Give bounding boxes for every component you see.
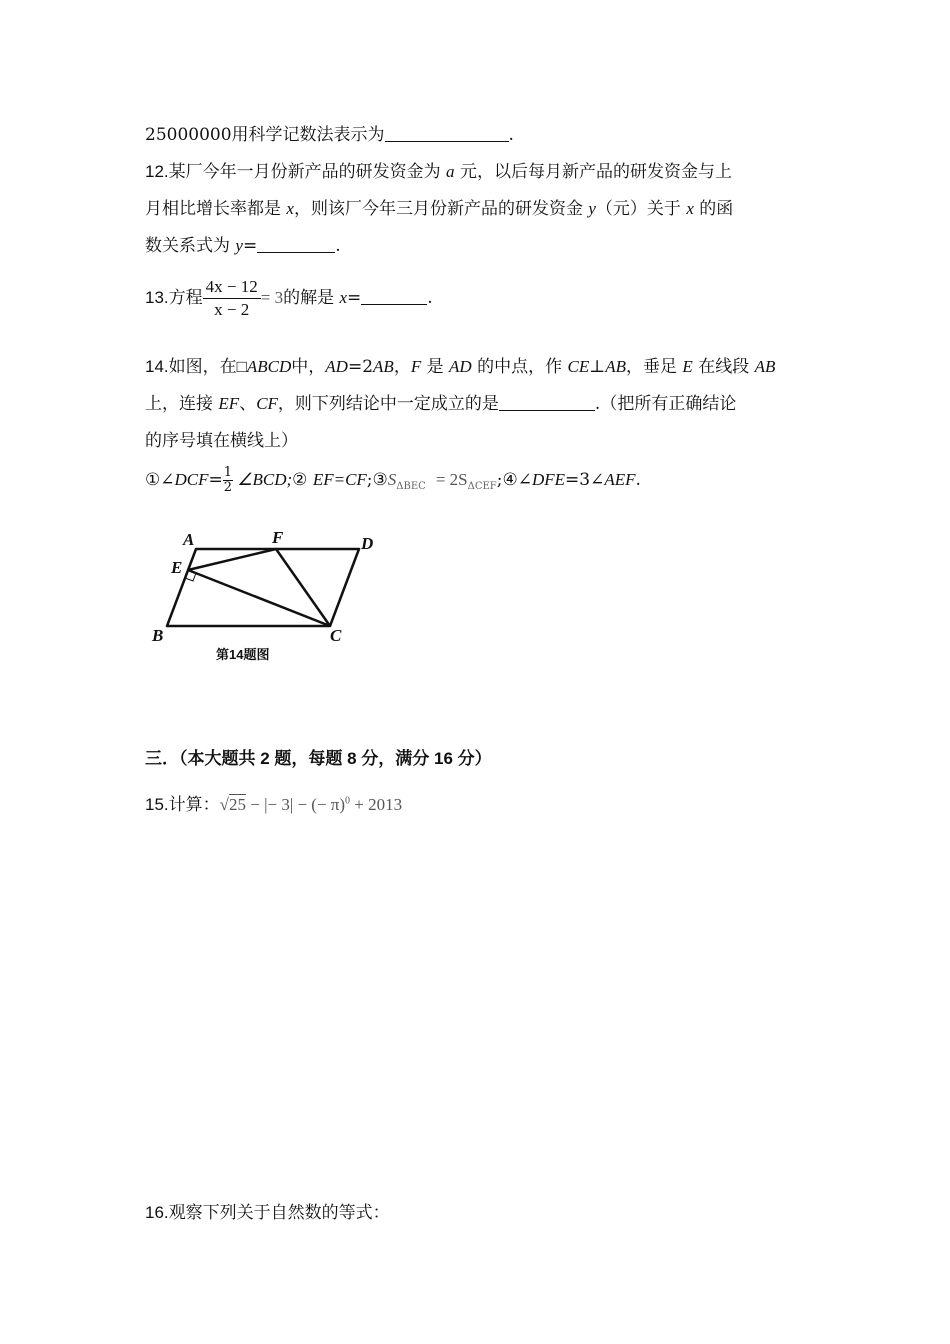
parallelogram-figure — [140, 525, 400, 670]
q16-line: 16.观察下列关于自然数的等式： — [145, 1203, 390, 1223]
q14-line2: 上，连接 EF、CF，则下列结论中一定成立的是 .（把所有正确结论 — [145, 394, 737, 414]
q11-answer-blank[interactable] — [385, 125, 509, 142]
q14-line1: 14.如图，在□ABCD中，AD=2AB，F 是 AD 的中点，作 CE⊥AB，垂足 E 在线段 AB — [145, 357, 776, 377]
label-c: C — [330, 626, 342, 645]
parallelogram-abcd — [167, 549, 359, 626]
label-e: E — [171, 558, 183, 577]
q14-line3: 的序号填在横线上） — [145, 431, 298, 451]
q12-line2: 月相比增长率都是 x，则该厂今年三月份新产品的研发资金 y（元）关于 x 的函 — [145, 199, 734, 219]
figure-caption: 第14题图 — [216, 647, 270, 662]
section-3-heading: 三．（本大题共 2 题，每题 8 分，满分 16 分） — [145, 749, 492, 768]
q11-continuation: 25000000用科学记数法表示为 . — [145, 125, 514, 145]
segment-ef — [188, 549, 276, 570]
q13-fraction: $\frac{4x - 12}{x - 2}$ — [203, 276, 261, 321]
q15-line: 15.计算：√25 − |− 3| − (− π)$^0$ + 2013 — [145, 795, 403, 815]
q14-options: ①∠DCF= $\frac{1}{2}$ ∠BCD;② $EF=CF;③S_{\Delta BEC}$ = $2S_{\Delta CEF};④\angle DFE=3\angle AEF$. — [145, 465, 641, 495]
q14-answer-blank[interactable] — [499, 394, 595, 411]
q13-line: 13.方程 $\frac{4x - 12}{x - 2}$ = 3的解是 x= . — [145, 277, 433, 319]
q14-number: 14. — [145, 357, 169, 376]
label-b: B — [152, 626, 164, 645]
q13-answer-blank[interactable] — [361, 288, 427, 305]
label-f: F — [272, 528, 284, 547]
q13-number: 13. — [145, 288, 169, 307]
q12-answer-blank[interactable] — [257, 236, 335, 253]
q11-number-text: 25000000 — [145, 125, 232, 145]
q15-number: 15. — [145, 795, 169, 814]
label-d: D — [361, 534, 374, 553]
label-a: A — [183, 530, 195, 549]
q11-text: 用科学记数法表示为 — [231, 125, 385, 145]
q15-expression: √25 − |− 3| − (− π)$^0$ + 2013 — [219, 795, 403, 814]
q16-number: 16. — [145, 1203, 169, 1222]
segment-ec — [188, 570, 330, 626]
q12-line1: 12.某厂今年一月份新产品的研发资金为 a 元，以后每月新产品的研发资金与上 — [145, 162, 732, 182]
half-fraction: $\frac{1}{2}$ — [223, 465, 233, 495]
q12-line3: 数关系式为 y= . — [145, 236, 341, 256]
q12-number: 12. — [145, 162, 169, 181]
